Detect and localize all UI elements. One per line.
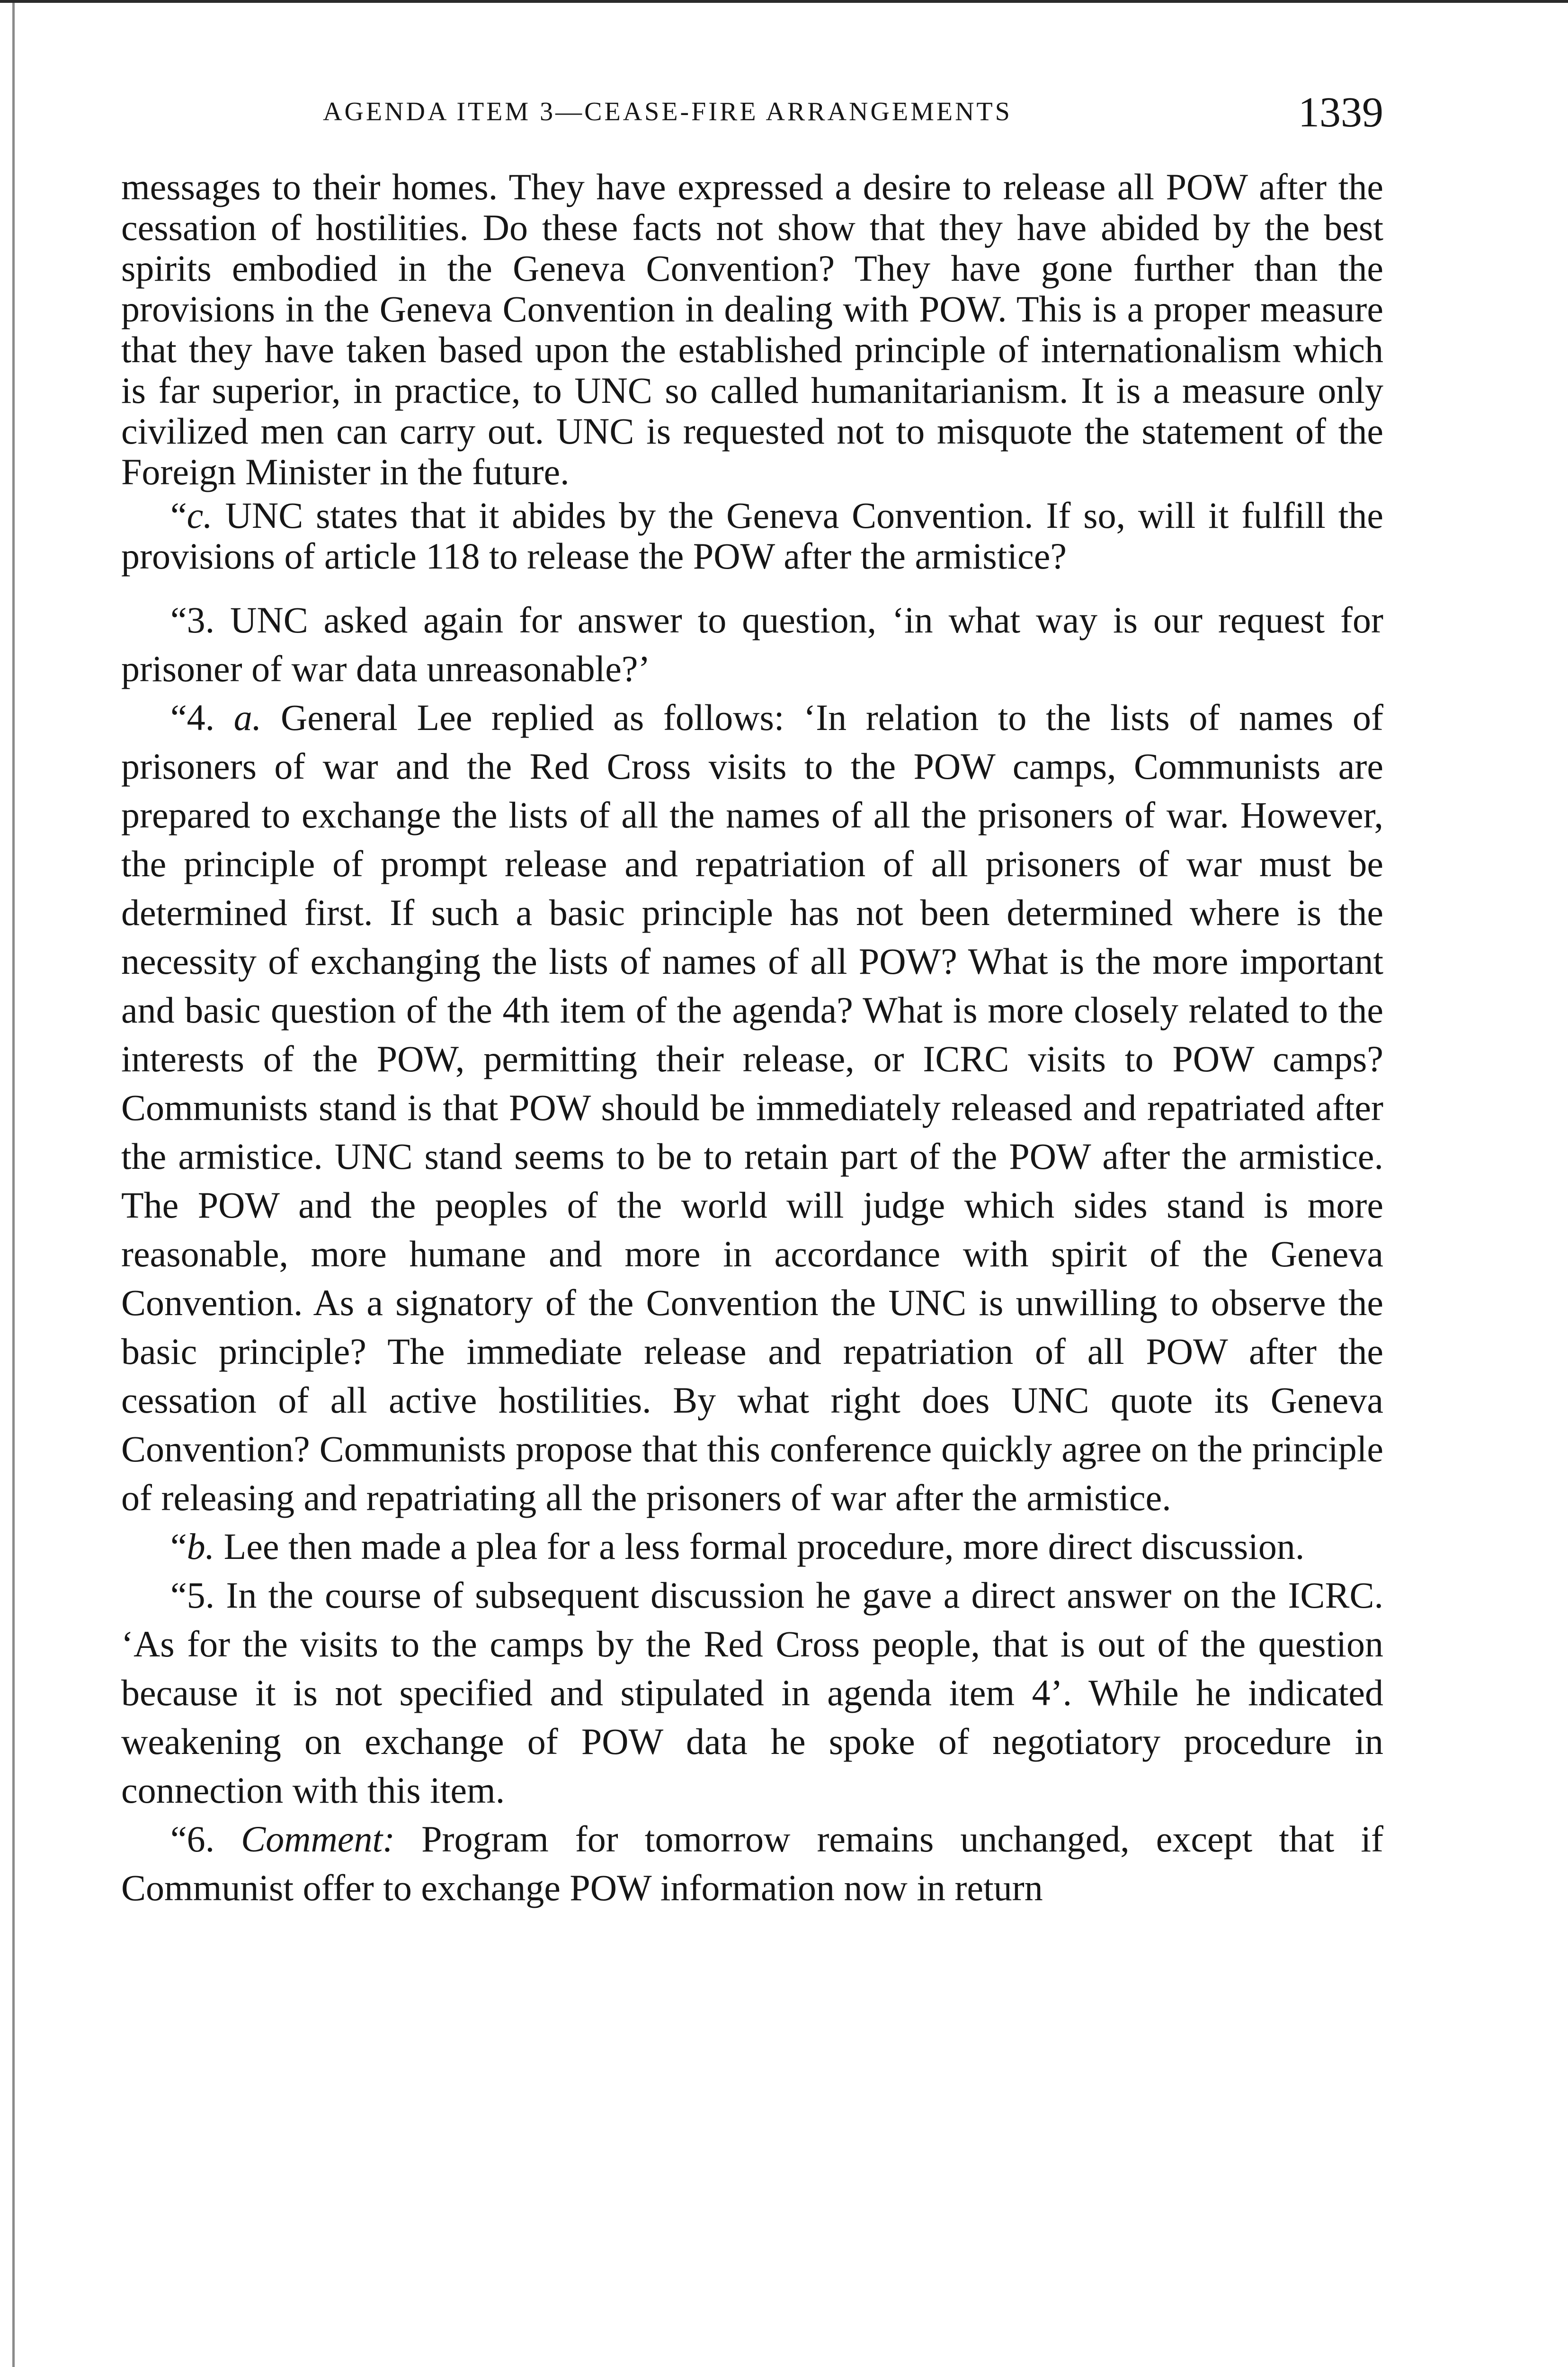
paragraph-text: General Lee replied as follows: ‘In relation to the lists of names of prisoners of war and the Red Cross visits to the POW camps, Communists are prepared to exchange the lists of all the names of all the prisoners of war. However, the principle of prompt release and repatriation of all prisoners of war must be determined first. If such a basic principle has not been determined where is the necessity of exchanging the lists of names of all POW? What is the more important and basic question of the 4th item of the agenda? What is more closely related to the interests of the POW, permitting their release, or ICRC visits to POW camps? Communists stand is that POW should be immediately released and repatriated after the armistice. UNC stand seems to be to retain part of the POW after the armistice. The POW and the peoples of the world will judge which sides stand is more reasonable, more humane and more in accordance with spirit of the Geneva Convention. As a signatory of the Convention the UNC is unwilling to observe the basic principle? The immediate release and repatriation of all POW after the cessation of all active hostilities. By what right does UNC quote its Geneva Convention? Communists propose that this conference quickly agree on the principle of releasing and repatriating all the prisoners of war after the armistice.	[121, 697, 1384, 1518]
page-number: 1339	[1298, 89, 1383, 136]
paragraph-quote-mark: “	[170, 495, 187, 536]
paragraph-text: “3. UNC asked again for answer to question, ‘in what way is our request for prisoner of war data unreasonable?’	[121, 599, 1383, 689]
paragraph-text: messages to their homes. They have expressed a desire to release all POW after the cessation of hostilities. Do these facts not show that they have abided by the best spirits embodied in the Geneva Convention? They have gone further than the provisions in the Geneva Convention in dealing with POW. This is a proper measure that they have taken based upon the established principle of internationalism which is far superior, in practice, to UNC so called humanitarianism. It is a measure only civilized men can carry out. UNC is requested not to misquote the statement of the Foreign Minister in the future.	[121, 166, 1383, 492]
paragraph-text: UNC states that it abides by the Geneva Convention. If so, will it fulfill the provisions of article 118 to release the POW after the armistice?	[121, 495, 1383, 577]
paragraph-label: c.	[187, 495, 213, 536]
page-header	[323, 88, 1383, 140]
paragraph-4b	[121, 1522, 1383, 1571]
paragraph-label: b.	[187, 1526, 215, 1567]
paragraph-number: “6.	[170, 1818, 241, 1860]
paragraph-continuation	[121, 167, 1383, 492]
paragraph-label: Comment:	[241, 1818, 395, 1860]
paragraph-number: “4.	[170, 697, 234, 738]
paragraph-5	[121, 1571, 1383, 1815]
paragraph-text: “5. In the course of subsequent discussion he gave a direct answer on the ICRC. ‘As for the visits to the camps by the Red Cross people, that is out of the question because it is not specified and stipulated in agenda item 4’. While he indicated weakening on exchange of POW data he spoke of negotiatory procedure in connection with this item.	[121, 1575, 1383, 1811]
paragraph-3	[121, 596, 1383, 693]
paragraph-c	[121, 495, 1383, 577]
paragraph-6	[121, 1815, 1383, 1912]
paragraph-4a	[121, 693, 1383, 1522]
paragraph-label: a.	[233, 697, 262, 738]
paragraph-text: Lee then made a plea for a less formal procedure, more direct discussion.	[214, 1526, 1305, 1567]
running-head: AGENDA ITEM 3—CEASE-FIRE ARRANGEMENTS	[323, 97, 1012, 126]
document-body	[121, 167, 1383, 1912]
paragraph-text: Program for tomorrow remains unchanged, except that if Communist offer to exchange POW information now in return	[121, 1818, 1383, 1908]
top-border-line	[0, 0, 1568, 3]
paragraph-quote-mark: “	[170, 1526, 187, 1567]
left-margin-line	[12, 3, 15, 2367]
